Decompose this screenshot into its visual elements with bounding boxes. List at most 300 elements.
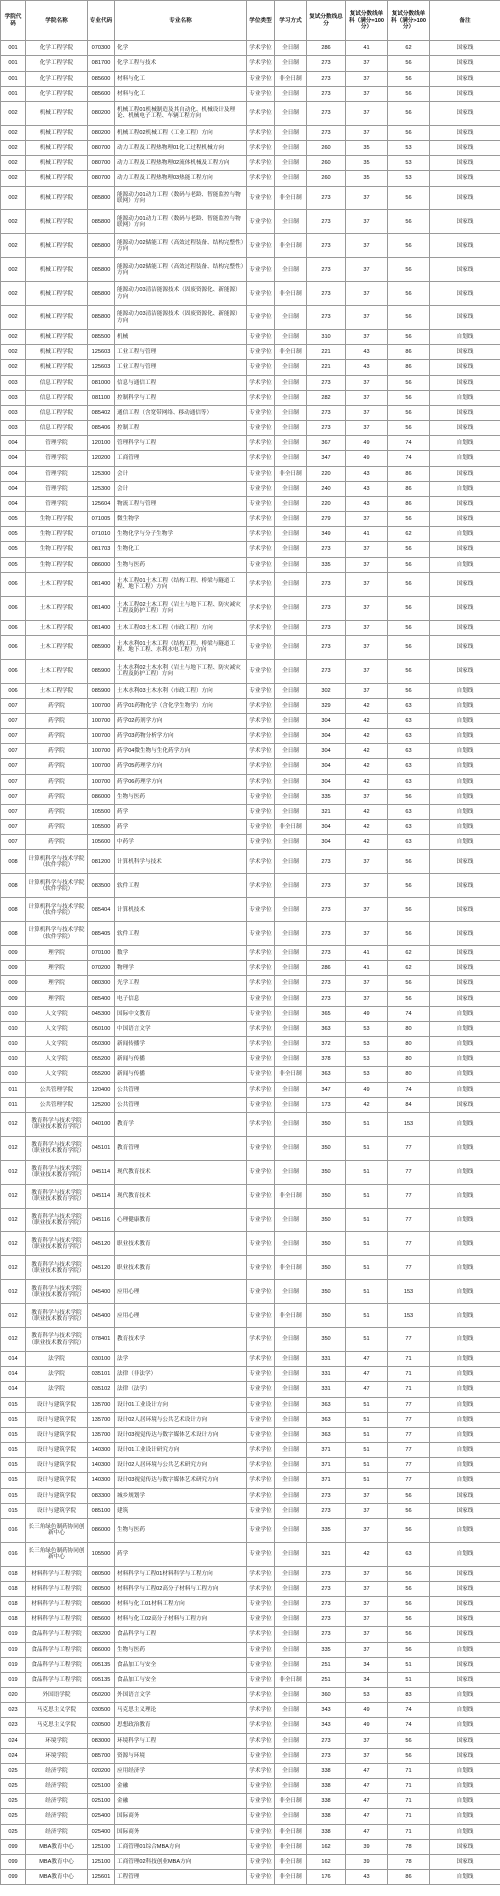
major-code-cell: 083200 xyxy=(88,1627,115,1642)
single-score-100-cell: 42 xyxy=(346,729,388,744)
major-code-cell: 095135 xyxy=(88,1672,115,1687)
total-score-cell: 273 xyxy=(307,635,346,659)
remark-cell: 自划线 xyxy=(430,1112,500,1136)
college-name-cell: 教育科学与技术学院（职业技术教育学院） xyxy=(26,1232,88,1256)
single-score-over-100-cell: 56 xyxy=(388,512,430,527)
college-code-cell: 006 xyxy=(1,659,26,683)
study-mode-cell: 全日制 xyxy=(275,542,307,557)
major-code-cell: 030500 xyxy=(88,1703,115,1718)
remark-cell: 国家线 xyxy=(430,282,500,306)
college-name-cell: 管理学院 xyxy=(26,451,88,466)
table-row xyxy=(1,1581,500,1596)
college-name-cell: 长三角绿色制药协同创新中心 xyxy=(26,1518,88,1542)
single-score-100-cell: 37 xyxy=(346,991,388,1006)
major-code-cell: 125300 xyxy=(88,481,115,496)
study-mode-cell: 全日制 xyxy=(275,1779,307,1794)
remark-cell: 国家线 xyxy=(430,101,500,125)
study-mode-cell: 全日制 xyxy=(275,1382,307,1397)
single-score-100-cell: 37 xyxy=(346,210,388,234)
single-score-100-cell: 42 xyxy=(346,713,388,728)
table-row xyxy=(1,360,500,375)
degree-type-cell: 学术学位 xyxy=(247,156,275,171)
degree-type-cell: 学术学位 xyxy=(247,744,275,759)
major-code-cell: 100700 xyxy=(88,774,115,789)
major-code-cell: 105500 xyxy=(88,820,115,835)
single-score-100-cell: 43 xyxy=(346,360,388,375)
degree-type-cell: 专业学位 xyxy=(247,345,275,360)
remark-cell: 国家线 xyxy=(430,125,500,140)
college-code-cell: 015 xyxy=(1,1503,26,1518)
college-code-cell: 015 xyxy=(1,1397,26,1412)
major-code-cell: 083000 xyxy=(88,1733,115,1748)
major-name-cell: 土木水利01土木工程（结构工程、桥梁与隧道工程、地下工程、水利水电工程）方向 xyxy=(115,635,247,659)
study-mode-cell: 非全日制 xyxy=(275,345,307,360)
table-row xyxy=(1,1779,500,1794)
single-score-over-100-cell: 56 xyxy=(388,1518,430,1542)
study-mode-cell: 全日制 xyxy=(275,759,307,774)
major-code-cell: 045400 xyxy=(88,1304,115,1328)
major-name-cell: 设计03视觉传达与数字媒体艺术设计方向 xyxy=(115,1427,247,1442)
study-mode-cell: 全日制 xyxy=(275,961,307,976)
degree-type-cell: 学术学位 xyxy=(247,41,275,56)
total-score-cell: 304 xyxy=(307,759,346,774)
major-name-cell: 应用经济学 xyxy=(115,1763,247,1778)
college-code-cell: 012 xyxy=(1,1112,26,1136)
single-score-100-cell: 37 xyxy=(346,234,388,258)
table-row xyxy=(1,436,500,451)
total-score-cell: 273 xyxy=(307,659,346,683)
degree-type-cell: 专业学位 xyxy=(247,1160,275,1184)
single-score-100-cell: 47 xyxy=(346,1763,388,1778)
major-code-cell: 050200 xyxy=(88,1688,115,1703)
table-row xyxy=(1,1067,500,1082)
college-code-cell: 007 xyxy=(1,774,26,789)
college-name-cell: 土木工程学院 xyxy=(26,659,88,683)
college-name-cell: 药学院 xyxy=(26,729,88,744)
major-code-cell: 105500 xyxy=(88,1542,115,1566)
college-name-cell: 计算机科学与技术学院（软件学院） xyxy=(26,898,88,922)
study-mode-cell: 非全日制 xyxy=(275,1854,307,1869)
major-name-cell: 药学06药理学方向 xyxy=(115,774,247,789)
total-score-cell: 273 xyxy=(307,234,346,258)
college-name-cell: 生物工程学院 xyxy=(26,512,88,527)
single-score-over-100-cell: 56 xyxy=(388,572,430,596)
total-score-cell: 350 xyxy=(307,1208,346,1232)
total-score-cell: 347 xyxy=(307,451,346,466)
major-code-cell: 085800 xyxy=(88,306,115,330)
college-code-cell: 025 xyxy=(1,1763,26,1778)
single-score-100-cell: 37 xyxy=(346,789,388,804)
major-code-cell: 045120 xyxy=(88,1256,115,1280)
single-score-over-100-cell: 56 xyxy=(388,1612,430,1627)
major-name-cell: 动力工程及工程热物理03热能工程方向 xyxy=(115,171,247,186)
major-code-cell: 020200 xyxy=(88,1763,115,1778)
degree-type-cell: 专业学位 xyxy=(247,186,275,210)
table-row xyxy=(1,1208,500,1232)
major-code-cell: 100700 xyxy=(88,744,115,759)
major-name-cell: 公共管理 xyxy=(115,1097,247,1112)
table-row xyxy=(1,991,500,1006)
major-code-cell: 125200 xyxy=(88,1097,115,1112)
single-score-over-100-cell: 86 xyxy=(388,360,430,375)
total-score-cell: 350 xyxy=(307,1160,346,1184)
major-code-cell: 120100 xyxy=(88,436,115,451)
degree-type-cell: 专业学位 xyxy=(247,991,275,1006)
total-score-cell: 273 xyxy=(307,542,346,557)
major-name-cell: 工商管理01综合MBA方向 xyxy=(115,1839,247,1854)
college-name-cell: 药学院 xyxy=(26,835,88,850)
single-score-100-cell: 37 xyxy=(346,1581,388,1596)
college-code-cell: 002 xyxy=(1,186,26,210)
single-score-over-100-cell: 62 xyxy=(388,946,430,961)
college-code-cell: 010 xyxy=(1,1006,26,1021)
remark-cell: 自划线 xyxy=(430,436,500,451)
major-name-cell: 物理学 xyxy=(115,961,247,976)
table-row xyxy=(1,1627,500,1642)
remark-cell: 自划线 xyxy=(430,759,500,774)
study-mode-cell: 全日制 xyxy=(275,1581,307,1596)
single-score-100-cell: 37 xyxy=(346,1733,388,1748)
degree-type-cell: 专业学位 xyxy=(247,481,275,496)
table-row xyxy=(1,1412,500,1427)
remark-cell: 自划线 xyxy=(430,729,500,744)
study-mode-cell: 全日制 xyxy=(275,1352,307,1367)
table-row xyxy=(1,1518,500,1542)
college-code-cell: 002 xyxy=(1,101,26,125)
major-name-cell: 材料与化工01材料工程方向 xyxy=(115,1597,247,1612)
college-code-cell: 002 xyxy=(1,234,26,258)
major-name-cell: 管理科学与工程 xyxy=(115,436,247,451)
major-name-cell: 土木工程03土木工程（市政工程）方向 xyxy=(115,620,247,635)
degree-type-cell: 专业学位 xyxy=(247,210,275,234)
single-score-100-cell: 51 xyxy=(346,1397,388,1412)
college-name-cell: 土木工程学院 xyxy=(26,635,88,659)
degree-type-cell: 专业学位 xyxy=(247,360,275,375)
single-score-100-cell: 49 xyxy=(346,1006,388,1021)
remark-cell: 国家线 xyxy=(430,1097,500,1112)
major-name-cell: 生物与医药 xyxy=(115,557,247,572)
remark-cell: 自划线 xyxy=(430,1232,500,1256)
major-name-cell: 马克思主义理论 xyxy=(115,1703,247,1718)
major-name-cell: 工程管理 xyxy=(115,1870,247,1885)
total-score-cell: 273 xyxy=(307,874,346,898)
degree-type-cell: 专业学位 xyxy=(247,1542,275,1566)
college-code-cell: 008 xyxy=(1,922,26,946)
total-score-cell: 360 xyxy=(307,1688,346,1703)
major-name-cell: 计算机科学与技术 xyxy=(115,850,247,874)
major-name-cell: 生物化工 xyxy=(115,542,247,557)
college-name-cell: 机械工程学院 xyxy=(26,234,88,258)
major-name-cell: 中药学 xyxy=(115,835,247,850)
total-score-cell: 260 xyxy=(307,141,346,156)
remark-cell: 国家线 xyxy=(430,572,500,596)
single-score-100-cell: 37 xyxy=(346,1503,388,1518)
single-score-over-100-cell: 77 xyxy=(388,1412,430,1427)
table-row xyxy=(1,405,500,420)
study-mode-cell: 全日制 xyxy=(275,713,307,728)
study-mode-cell: 非全日制 xyxy=(275,1256,307,1280)
total-score-cell: 331 xyxy=(307,1382,346,1397)
major-code-cell: 125601 xyxy=(88,1870,115,1885)
college-name-cell: MBA教育中心 xyxy=(26,1854,88,1869)
major-name-cell: 机械工程01机械制造及其自动化、机械设计及理论、机械电子工程、车辆工程方向 xyxy=(115,101,247,125)
study-mode-cell: 全日制 xyxy=(275,1427,307,1442)
degree-type-cell: 专业学位 xyxy=(247,820,275,835)
header-degree-type: 学位类型 xyxy=(247,1,275,41)
college-code-cell: 007 xyxy=(1,835,26,850)
major-name-cell: 能源动力01动力工程（数码与老龄、智能监控与物联网）方向 xyxy=(115,210,247,234)
college-code-cell: 002 xyxy=(1,345,26,360)
remark-cell: 国家线 xyxy=(430,156,500,171)
college-name-cell: 经济学院 xyxy=(26,1809,88,1824)
major-code-cell: 025100 xyxy=(88,1779,115,1794)
remark-cell: 国家线 xyxy=(430,635,500,659)
degree-type-cell: 专业学位 xyxy=(247,282,275,306)
single-score-over-100-cell: 78 xyxy=(388,1839,430,1854)
single-score-over-100-cell: 71 xyxy=(388,1367,430,1382)
total-score-cell: 321 xyxy=(307,804,346,819)
single-score-100-cell: 43 xyxy=(346,466,388,481)
table-row xyxy=(1,635,500,659)
total-score-cell: 273 xyxy=(307,405,346,420)
table-row xyxy=(1,1256,500,1280)
study-mode-cell: 全日制 xyxy=(275,659,307,683)
total-score-cell: 273 xyxy=(307,1566,346,1581)
study-mode-cell: 全日制 xyxy=(275,171,307,186)
remark-cell: 国家线 xyxy=(430,898,500,922)
table-row xyxy=(1,774,500,789)
single-score-over-100-cell: 56 xyxy=(388,234,430,258)
remark-cell: 自划线 xyxy=(430,835,500,850)
single-score-100-cell: 49 xyxy=(346,1703,388,1718)
college-code-cell: 012 xyxy=(1,1304,26,1328)
study-mode-cell: 全日制 xyxy=(275,1748,307,1763)
study-mode-cell: 全日制 xyxy=(275,946,307,961)
table-row xyxy=(1,1037,500,1052)
table-row xyxy=(1,56,500,71)
study-mode-cell: 全日制 xyxy=(275,405,307,420)
college-code-cell: 006 xyxy=(1,572,26,596)
college-name-cell: 药学院 xyxy=(26,698,88,713)
single-score-over-100-cell: 71 xyxy=(388,1382,430,1397)
table-row xyxy=(1,1097,500,1112)
major-code-cell: 081700 xyxy=(88,56,115,71)
total-score-cell: 273 xyxy=(307,1581,346,1596)
single-score-100-cell: 34 xyxy=(346,1657,388,1672)
major-code-cell: 045400 xyxy=(88,1280,115,1304)
study-mode-cell: 全日制 xyxy=(275,1458,307,1473)
total-score-cell: 371 xyxy=(307,1473,346,1488)
major-code-cell: 025400 xyxy=(88,1824,115,1839)
major-name-cell: 食品加工与安全 xyxy=(115,1672,247,1687)
degree-type-cell: 学术学位 xyxy=(247,1112,275,1136)
single-score-100-cell: 37 xyxy=(346,1612,388,1627)
study-mode-cell: 全日制 xyxy=(275,1082,307,1097)
major-code-cell: 105600 xyxy=(88,835,115,850)
college-name-cell: 法学院 xyxy=(26,1352,88,1367)
degree-type-cell: 专业学位 xyxy=(247,1304,275,1328)
degree-type-cell: 学术学位 xyxy=(247,729,275,744)
single-score-100-cell: 37 xyxy=(346,258,388,282)
study-mode-cell: 非全日制 xyxy=(275,71,307,86)
total-score-cell: 273 xyxy=(307,620,346,635)
single-score-100-cell: 37 xyxy=(346,125,388,140)
study-mode-cell: 全日制 xyxy=(275,1809,307,1824)
college-name-cell: 食品科学与工程学院 xyxy=(26,1642,88,1657)
single-score-over-100-cell: 80 xyxy=(388,1037,430,1052)
total-score-cell: 350 xyxy=(307,1256,346,1280)
total-score-cell: 176 xyxy=(307,1870,346,1885)
college-name-cell: 马克思主义学院 xyxy=(26,1718,88,1733)
degree-type-cell: 专业学位 xyxy=(247,258,275,282)
college-name-cell: 土木工程学院 xyxy=(26,596,88,620)
major-name-cell: 药学02药剂学方向 xyxy=(115,713,247,728)
total-score-cell: 338 xyxy=(307,1809,346,1824)
table-row xyxy=(1,345,500,360)
degree-type-cell: 专业学位 xyxy=(247,1854,275,1869)
table-row xyxy=(1,282,500,306)
college-code-cell: 007 xyxy=(1,759,26,774)
degree-type-cell: 学术学位 xyxy=(247,527,275,542)
single-score-100-cell: 37 xyxy=(346,405,388,420)
remark-cell: 国家线 xyxy=(430,1854,500,1869)
total-score-cell: 335 xyxy=(307,1642,346,1657)
total-score-cell: 350 xyxy=(307,1184,346,1208)
college-name-cell: 土木工程学院 xyxy=(26,683,88,698)
table-row xyxy=(1,171,500,186)
degree-type-cell: 专业学位 xyxy=(247,1597,275,1612)
major-code-cell: 085700 xyxy=(88,1748,115,1763)
major-name-cell: 城乡规划学 xyxy=(115,1488,247,1503)
total-score-cell: 273 xyxy=(307,86,346,101)
major-code-cell: 045101 xyxy=(88,1136,115,1160)
major-code-cell: 085402 xyxy=(88,405,115,420)
college-name-cell: 食品科学与工程学院 xyxy=(26,1627,88,1642)
total-score-cell: 273 xyxy=(307,1503,346,1518)
table-row xyxy=(1,659,500,683)
major-name-cell: 教育学 xyxy=(115,1112,247,1136)
single-score-100-cell: 37 xyxy=(346,659,388,683)
major-code-cell: 125100 xyxy=(88,1854,115,1869)
remark-cell: 自划线 xyxy=(430,451,500,466)
study-mode-cell: 全日制 xyxy=(275,210,307,234)
single-score-100-cell: 41 xyxy=(346,946,388,961)
single-score-over-100-cell: 77 xyxy=(388,1160,430,1184)
major-code-cell: 085900 xyxy=(88,635,115,659)
study-mode-cell: 全日制 xyxy=(275,258,307,282)
study-mode-cell: 全日制 xyxy=(275,698,307,713)
major-code-cell: 085900 xyxy=(88,659,115,683)
table-row xyxy=(1,759,500,774)
degree-type-cell: 专业学位 xyxy=(247,1136,275,1160)
study-mode-cell: 全日制 xyxy=(275,1688,307,1703)
single-score-over-100-cell: 86 xyxy=(388,496,430,511)
college-code-cell: 011 xyxy=(1,1082,26,1097)
major-name-cell: 食品科学与工程 xyxy=(115,1627,247,1642)
table-row xyxy=(1,1809,500,1824)
total-score-cell: 363 xyxy=(307,1021,346,1036)
major-name-cell: 应用心理 xyxy=(115,1304,247,1328)
remark-cell: 自划线 xyxy=(430,1352,500,1367)
major-code-cell: 081200 xyxy=(88,850,115,874)
major-name-cell: 设计02人居环境与公共艺术研究方向 xyxy=(115,1458,247,1473)
study-mode-cell: 非全日制 xyxy=(275,1304,307,1328)
single-score-100-cell: 37 xyxy=(346,542,388,557)
college-code-cell: 025 xyxy=(1,1779,26,1794)
major-name-cell: 数学 xyxy=(115,946,247,961)
college-name-cell: 食品科学与工程学院 xyxy=(26,1672,88,1687)
study-mode-cell: 全日制 xyxy=(275,156,307,171)
major-name-cell: 法律（法学） xyxy=(115,1382,247,1397)
remark-cell: 国家线 xyxy=(430,1733,500,1748)
major-name-cell: 工商管理02科技创业MBA方向 xyxy=(115,1854,247,1869)
degree-type-cell: 专业学位 xyxy=(247,1870,275,1885)
table-row xyxy=(1,125,500,140)
header-major-code: 专业代码 xyxy=(88,1,115,41)
single-score-100-cell: 41 xyxy=(346,41,388,56)
single-score-over-100-cell: 56 xyxy=(388,850,430,874)
degree-type-cell: 专业学位 xyxy=(247,1208,275,1232)
table-row xyxy=(1,922,500,946)
degree-type-cell: 学术学位 xyxy=(247,572,275,596)
single-score-over-100-cell: 56 xyxy=(388,421,430,436)
table-body xyxy=(1,41,500,1885)
header-single-score-over-100: 复试分数线单科（满分>100分） xyxy=(388,1,430,41)
college-name-cell: 信息工程学院 xyxy=(26,375,88,390)
major-code-cell: 125100 xyxy=(88,1839,115,1854)
single-score-100-cell: 42 xyxy=(346,1097,388,1112)
major-name-cell: 动力工程及工程热物理02流体机械及工程方向 xyxy=(115,156,247,171)
table-header xyxy=(1,1,500,41)
remark-cell: 国家线 xyxy=(430,405,500,420)
study-mode-cell: 全日制 xyxy=(275,1412,307,1427)
table-row xyxy=(1,512,500,527)
college-code-cell: 002 xyxy=(1,360,26,375)
college-name-cell: 机械工程学院 xyxy=(26,186,88,210)
header-total-score: 复试分数线总分 xyxy=(307,1,346,41)
major-name-cell: 电子信息 xyxy=(115,991,247,1006)
single-score-100-cell: 53 xyxy=(346,1037,388,1052)
single-score-100-cell: 47 xyxy=(346,1824,388,1839)
major-code-cell: 100700 xyxy=(88,698,115,713)
college-name-cell: 材料科学与工程学院 xyxy=(26,1581,88,1596)
college-name-cell: 计算机科学与技术学院（软件学院） xyxy=(26,922,88,946)
college-code-cell: 025 xyxy=(1,1824,26,1839)
total-score-cell: 273 xyxy=(307,258,346,282)
degree-type-cell: 专业学位 xyxy=(247,804,275,819)
single-score-over-100-cell: 77 xyxy=(388,1232,430,1256)
major-name-cell: 资源与环境 xyxy=(115,1748,247,1763)
major-name-cell: 化学 xyxy=(115,41,247,56)
major-code-cell: 080300 xyxy=(88,976,115,991)
single-score-100-cell: 37 xyxy=(346,56,388,71)
major-code-cell: 081703 xyxy=(88,542,115,557)
college-code-cell: 023 xyxy=(1,1718,26,1733)
single-score-100-cell: 37 xyxy=(346,1597,388,1612)
major-code-cell: 086000 xyxy=(88,1642,115,1657)
total-score-cell: 162 xyxy=(307,1854,346,1869)
single-score-100-cell: 43 xyxy=(346,481,388,496)
single-score-100-cell: 42 xyxy=(346,820,388,835)
study-mode-cell: 全日制 xyxy=(275,557,307,572)
college-name-cell: 化学工程学院 xyxy=(26,56,88,71)
study-mode-cell: 非全日制 xyxy=(275,234,307,258)
major-name-cell: 能源动力03清洁能源技术（固废资源化、新能源）方向 xyxy=(115,306,247,330)
table-row xyxy=(1,1839,500,1854)
major-name-cell: 设计01工业设计方向 xyxy=(115,1397,247,1412)
college-code-cell: 018 xyxy=(1,1566,26,1581)
study-mode-cell: 全日制 xyxy=(275,744,307,759)
